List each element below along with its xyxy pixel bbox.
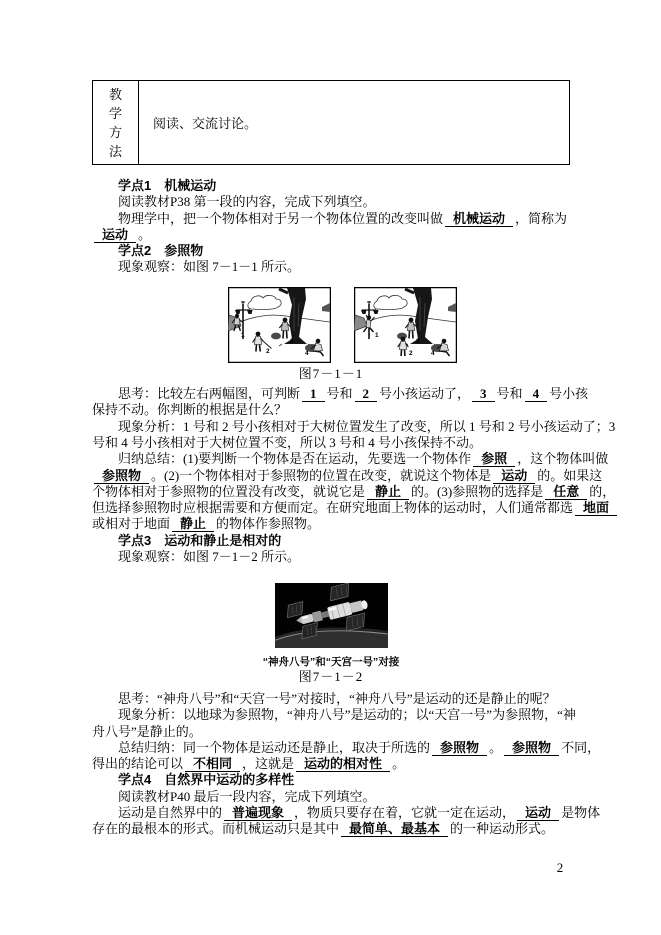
kid-label-4: 4 (305, 349, 309, 357)
text-line (92, 194, 570, 210)
method-text: 阅读、交流讨论。 (153, 116, 258, 131)
text-segment: 舟八号”是静止的。 (92, 723, 202, 739)
kid-label-2: 2 (409, 349, 413, 357)
text-segment: 。(2)一个物体相对于参照物的位置在改变，就说这个物体是 (151, 467, 492, 483)
text-line (92, 707, 576, 723)
text-line (92, 451, 609, 467)
answer-blank: 4 (525, 386, 548, 402)
figure-7-1-2 (92, 583, 570, 685)
text-line (92, 516, 570, 532)
text-line (92, 789, 570, 805)
text-line (92, 243, 570, 259)
kid-label-3: 3 (416, 337, 420, 345)
text-segment: ，简称为 (515, 210, 568, 226)
kid-label-2: 2 (266, 347, 270, 355)
text-segment: ，物质只要存在着，它就一定在运动， (294, 805, 516, 821)
kid-label-4: 4 (431, 349, 435, 357)
page-number: 2 (556, 860, 564, 875)
text-segment: 运动是自然界中的 (118, 805, 223, 821)
answer-blank: 普遍现象 (224, 805, 292, 821)
text-segment: 总结归纳：同一个物体是运动还是静止，取决于所选的 (118, 739, 431, 755)
text-segment: 归纳总结：(1)要判断一个物体是否在运动，先要选一个物体作 (118, 451, 472, 467)
answer-blank: 参照物 (432, 740, 487, 756)
text-line (92, 402, 570, 418)
answer-blank: 静止 (172, 516, 214, 532)
teaching-method-table (92, 80, 570, 165)
text-line (92, 227, 570, 243)
text-line (92, 500, 610, 516)
text-line (92, 435, 570, 451)
text-segment: 现象分析：1 号和 2 号小孩相对于大树位置发生了改变，所以 1 号和 2 号小孩运动了；3 (118, 418, 616, 434)
text-segment: 号和 4 号小孩相对于大树位置不变，所以 3 号和 4 号小孩保持不动。 (92, 434, 483, 450)
text-segment: 号小孩运动了， (379, 386, 471, 402)
text-segment: ，这个物体叫做 (517, 451, 609, 467)
text-segment: 现象分析：以地球为参照物，“神舟八号”是运动的；以“天宫一号”为参照物，“神 (118, 707, 576, 723)
table-row-header-cell (93, 81, 139, 164)
answer-blank: 3 (472, 386, 495, 402)
text-segment: 学点2 参照物 (118, 243, 204, 259)
text-segment: 思考：比较左右两幅图，可判断 (118, 386, 301, 402)
text-segment: 保持不动。你判断的根据是什么？ (92, 402, 288, 418)
answer-blank: 运动的相对性 (296, 756, 390, 772)
text-line (92, 178, 570, 194)
text-line (92, 549, 570, 565)
text-line (92, 211, 570, 227)
answer-blank: 运动 (517, 805, 559, 821)
text-segment: 现象观察：如图 7－1－1 所示。 (118, 259, 301, 275)
table-value-cell (139, 81, 569, 164)
text-line (92, 533, 570, 549)
spacecraft-docking-photo (275, 583, 388, 648)
answer-blank: 1 (302, 386, 325, 402)
text-segment: 号和 (326, 386, 353, 402)
text-segment: 阅读教材P40 最后一段内容，完成下列填空。 (118, 788, 376, 804)
text-segment: 或相对于地面 (92, 516, 171, 532)
answer-blank: 参照 (473, 451, 515, 467)
figure-1-caption: 图7－1－1 (298, 365, 364, 381)
text-line (92, 418, 616, 435)
text-segment: 得出的结论可以 (92, 756, 184, 772)
answer-blank: 任意 (545, 484, 587, 500)
text-line (92, 821, 570, 837)
answer-blank: 运动 (94, 227, 136, 243)
text-segment: 物理学中，把一个物体相对于另一个物体位置的改变叫做 (118, 210, 444, 226)
text-block-2 (92, 386, 616, 565)
text-segment: 不同， (561, 739, 601, 755)
kid-label-3: 3 (290, 337, 294, 345)
figure-7-1-1 (228, 287, 570, 363)
text-segment: 现象观察：如图 7－1－2 所示。 (118, 549, 301, 565)
text-line (92, 467, 603, 484)
answer-blank: 不相同 (185, 756, 240, 772)
figure-2-caption: 图7－1－2 (298, 668, 364, 684)
text-block-1 (92, 178, 570, 276)
answer-blank: 静止 (367, 484, 409, 500)
text-segment: 的物体作参照物。 (216, 516, 321, 532)
text-segment: 是物体 (561, 805, 601, 821)
row-header-text: 教学方法 (108, 86, 122, 159)
text-segment: 。 (392, 756, 406, 772)
answer-blank: 机械运动 (445, 211, 513, 227)
text-segment: 。 (489, 739, 503, 755)
text-segment: 号小孩 (549, 386, 589, 402)
text-line (92, 756, 570, 772)
text-segment: 思考：“神舟八号”和“天宫一号”对接时，“神舟八号”是运动的还是静止的呢？ (118, 690, 556, 706)
text-segment: 的。(3)参照物的选择是 (411, 483, 544, 499)
kid-label-1: 1 (241, 331, 245, 339)
text-line (92, 259, 570, 275)
text-segment: 阅读教材P38 第一段的内容，完成下列填空。 (118, 194, 376, 210)
answer-blank: 2 (355, 386, 378, 402)
text-segment: 存在的最根本的形式。而机械运动只是其中 (92, 821, 340, 837)
text-segment: 。 (138, 226, 152, 242)
text-segment: 的， (589, 483, 616, 499)
document-body (92, 178, 616, 838)
text-block-3 (92, 690, 601, 838)
answer-blank: 最简单、最基本 (341, 821, 448, 837)
text-segment: 号和 (496, 386, 523, 402)
text-line (92, 772, 570, 788)
text-segment: 的。如果这 (537, 467, 603, 483)
text-segment: ，这就是 (242, 756, 295, 772)
rock-center (271, 332, 281, 339)
answer-blank: 参照物 (504, 740, 559, 756)
text-line (92, 805, 601, 821)
text-segment: 个物体相对于参照物的位置没有改变，就说它是 (92, 483, 366, 499)
kid-label-1: 1 (375, 331, 379, 339)
text-line (92, 483, 616, 500)
scene-left-illustration (228, 287, 331, 363)
text-line (92, 691, 570, 707)
text-segment: 学点3 运动和静止是相对的 (118, 532, 282, 548)
answer-blank: 参照物 (94, 468, 149, 484)
text-line (92, 739, 601, 756)
figure-2-subcaption: “神舟八号”和“天宫一号”对接 (262, 655, 400, 668)
text-line (92, 386, 589, 402)
text-segment: 学点4 自然界中运动的多样性 (118, 772, 295, 788)
text-segment: 学点1 机械运动 (118, 178, 217, 193)
text-segment: 的一种运动形式。 (450, 821, 555, 837)
text-line (92, 724, 570, 740)
answer-blank: 地面 (575, 500, 617, 516)
text-segment: 但选择参照物时应根据需要和方便而定。在研究地面上物体的运动时，人们通常都选 (92, 500, 574, 516)
answer-blank: 运动 (493, 468, 535, 484)
scene-right-illustration (354, 287, 457, 363)
